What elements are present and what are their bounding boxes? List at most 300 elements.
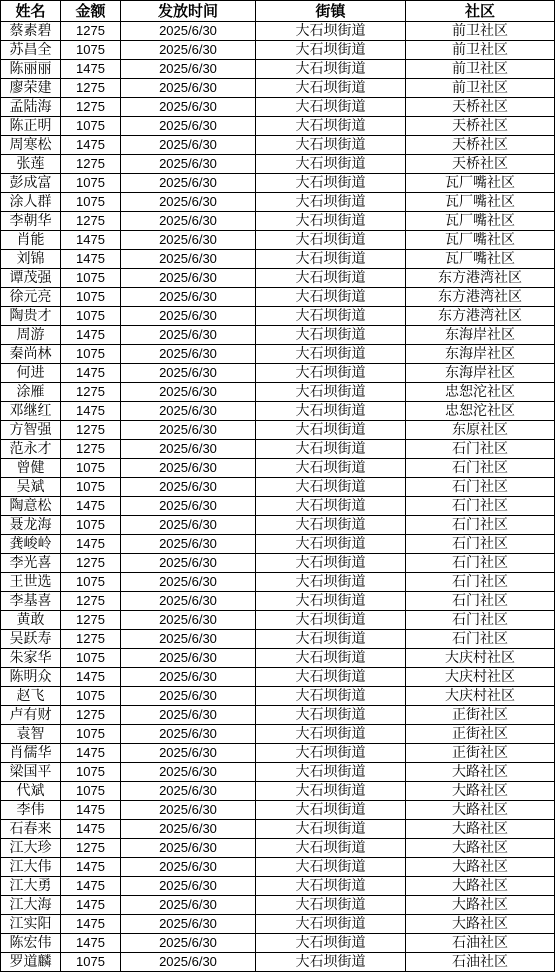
date-cell: 2025/6/30 <box>121 535 256 554</box>
name-cell: 罗道麟 <box>1 953 61 972</box>
name-cell: 江实阳 <box>1 915 61 934</box>
community-cell: 大路社区 <box>406 915 555 934</box>
amount-cell: 1075 <box>61 307 121 326</box>
street-cell: 大石坝街道 <box>256 877 406 896</box>
name-cell: 吴斌 <box>1 478 61 497</box>
street-cell: 大石坝街道 <box>256 630 406 649</box>
name-cell: 曾健 <box>1 459 61 478</box>
table-row <box>1 839 555 858</box>
date-cell: 2025/6/30 <box>121 668 256 687</box>
header-street: 街镇 <box>256 1 406 22</box>
name-cell: 李朝华 <box>1 212 61 231</box>
street-cell: 大石坝街道 <box>256 383 406 402</box>
date-cell: 2025/6/30 <box>121 212 256 231</box>
community-cell: 瓦厂嘴社区 <box>406 193 555 212</box>
community-cell: 大路社区 <box>406 858 555 877</box>
header-name: 姓名 <box>1 1 61 22</box>
community-cell: 瓦厂嘴社区 <box>406 250 555 269</box>
table-row <box>1 60 555 79</box>
amount-cell: 1475 <box>61 231 121 250</box>
street-cell: 大石坝街道 <box>256 934 406 953</box>
name-cell: 江大伟 <box>1 858 61 877</box>
community-cell: 东海岸社区 <box>406 326 555 345</box>
community-cell: 大路社区 <box>406 839 555 858</box>
date-cell: 2025/6/30 <box>121 896 256 915</box>
table-row <box>1 79 555 98</box>
street-cell: 大石坝街道 <box>256 136 406 155</box>
date-cell: 2025/6/30 <box>121 193 256 212</box>
date-cell: 2025/6/30 <box>121 136 256 155</box>
street-cell: 大石坝街道 <box>256 535 406 554</box>
name-cell: 陈正明 <box>1 117 61 136</box>
table-row <box>1 22 555 41</box>
amount-cell: 1275 <box>61 155 121 174</box>
table-row <box>1 554 555 573</box>
community-cell: 石门社区 <box>406 630 555 649</box>
date-cell: 2025/6/30 <box>121 459 256 478</box>
date-cell: 2025/6/30 <box>121 174 256 193</box>
amount-cell: 1475 <box>61 934 121 953</box>
amount-cell: 1275 <box>61 630 121 649</box>
amount-cell: 1275 <box>61 592 121 611</box>
community-cell: 石门社区 <box>406 592 555 611</box>
table-row <box>1 516 555 535</box>
name-cell: 江大珍 <box>1 839 61 858</box>
name-cell: 谭茂强 <box>1 269 61 288</box>
date-cell: 2025/6/30 <box>121 687 256 706</box>
amount-cell: 1075 <box>61 41 121 60</box>
amount-cell: 1275 <box>61 212 121 231</box>
date-cell: 2025/6/30 <box>121 763 256 782</box>
community-cell: 正街社区 <box>406 725 555 744</box>
table-row <box>1 383 555 402</box>
name-cell: 袁智 <box>1 725 61 744</box>
community-cell: 天桥社区 <box>406 155 555 174</box>
name-cell: 蔡素碧 <box>1 22 61 41</box>
community-cell: 忠恕沱社区 <box>406 383 555 402</box>
street-cell: 大石坝街道 <box>256 22 406 41</box>
amount-cell: 1075 <box>61 345 121 364</box>
table-row <box>1 592 555 611</box>
amount-cell: 1275 <box>61 839 121 858</box>
community-cell: 东方港湾社区 <box>406 307 555 326</box>
name-cell: 秦尚林 <box>1 345 61 364</box>
amount-cell: 1075 <box>61 687 121 706</box>
community-cell: 忠恕沱社区 <box>406 402 555 421</box>
community-cell: 正街社区 <box>406 744 555 763</box>
street-cell: 大石坝街道 <box>256 193 406 212</box>
table-row <box>1 744 555 763</box>
community-cell: 石门社区 <box>406 554 555 573</box>
table-row <box>1 478 555 497</box>
community-cell: 大庆村社区 <box>406 649 555 668</box>
amount-cell: 1475 <box>61 535 121 554</box>
street-cell: 大石坝街道 <box>256 649 406 668</box>
name-cell: 李基喜 <box>1 592 61 611</box>
street-cell: 大石坝街道 <box>256 326 406 345</box>
street-cell: 大石坝街道 <box>256 459 406 478</box>
street-cell: 大石坝街道 <box>256 250 406 269</box>
street-cell: 大石坝街道 <box>256 440 406 459</box>
community-cell: 前卫社区 <box>406 22 555 41</box>
name-cell: 江大海 <box>1 896 61 915</box>
amount-cell: 1475 <box>61 877 121 896</box>
name-cell: 黄敢 <box>1 611 61 630</box>
street-cell: 大石坝街道 <box>256 79 406 98</box>
street-cell: 大石坝街道 <box>256 117 406 136</box>
street-cell: 大石坝街道 <box>256 497 406 516</box>
street-cell: 大石坝街道 <box>256 98 406 117</box>
date-cell: 2025/6/30 <box>121 725 256 744</box>
date-cell: 2025/6/30 <box>121 839 256 858</box>
table-row <box>1 630 555 649</box>
name-cell: 李伟 <box>1 801 61 820</box>
community-cell: 石油社区 <box>406 934 555 953</box>
amount-cell: 1075 <box>61 725 121 744</box>
amount-cell: 1475 <box>61 668 121 687</box>
amount-cell: 1275 <box>61 611 121 630</box>
street-cell: 大石坝街道 <box>256 41 406 60</box>
community-cell: 大路社区 <box>406 782 555 801</box>
community-cell: 前卫社区 <box>406 79 555 98</box>
street-cell: 大石坝街道 <box>256 212 406 231</box>
date-cell: 2025/6/30 <box>121 269 256 288</box>
street-cell: 大石坝街道 <box>256 706 406 725</box>
name-cell: 廖荣建 <box>1 79 61 98</box>
community-cell: 前卫社区 <box>406 60 555 79</box>
table-row <box>1 782 555 801</box>
name-cell: 肖能 <box>1 231 61 250</box>
amount-cell: 1475 <box>61 820 121 839</box>
community-cell: 瓦厂嘴社区 <box>406 231 555 250</box>
amount-cell: 1075 <box>61 516 121 535</box>
table-row <box>1 212 555 231</box>
amount-cell: 1075 <box>61 649 121 668</box>
table-row <box>1 459 555 478</box>
table-row <box>1 706 555 725</box>
date-cell: 2025/6/30 <box>121 79 256 98</box>
table-row <box>1 953 555 972</box>
name-cell: 陈明众 <box>1 668 61 687</box>
street-cell: 大石坝街道 <box>256 763 406 782</box>
date-cell: 2025/6/30 <box>121 345 256 364</box>
date-cell: 2025/6/30 <box>121 231 256 250</box>
name-cell: 陶贵才 <box>1 307 61 326</box>
street-cell: 大石坝街道 <box>256 364 406 383</box>
table-row <box>1 250 555 269</box>
name-cell: 苏昌全 <box>1 41 61 60</box>
name-cell: 石春来 <box>1 820 61 839</box>
community-cell: 大庆村社区 <box>406 687 555 706</box>
name-cell: 聂龙海 <box>1 516 61 535</box>
amount-cell: 1475 <box>61 896 121 915</box>
table-row <box>1 41 555 60</box>
date-cell: 2025/6/30 <box>121 934 256 953</box>
amount-cell: 1475 <box>61 364 121 383</box>
amount-cell: 1075 <box>61 288 121 307</box>
community-cell: 大路社区 <box>406 877 555 896</box>
name-cell: 吴跃寿 <box>1 630 61 649</box>
table-row <box>1 421 555 440</box>
table-row <box>1 174 555 193</box>
community-cell: 瓦厂嘴社区 <box>406 174 555 193</box>
table-row <box>1 896 555 915</box>
table-row <box>1 801 555 820</box>
community-cell: 天桥社区 <box>406 98 555 117</box>
date-cell: 2025/6/30 <box>121 364 256 383</box>
amount-cell: 1475 <box>61 497 121 516</box>
amount-cell: 1275 <box>61 440 121 459</box>
date-cell: 2025/6/30 <box>121 858 256 877</box>
name-cell: 徐元亮 <box>1 288 61 307</box>
table-row <box>1 307 555 326</box>
name-cell: 周游 <box>1 326 61 345</box>
table-row <box>1 440 555 459</box>
community-cell: 石门社区 <box>406 535 555 554</box>
table-body <box>1 22 555 972</box>
date-cell: 2025/6/30 <box>121 649 256 668</box>
street-cell: 大石坝街道 <box>256 801 406 820</box>
table-row <box>1 155 555 174</box>
header-row <box>1 1 555 22</box>
amount-cell: 1075 <box>61 117 121 136</box>
community-cell: 东原社区 <box>406 421 555 440</box>
name-cell: 李光喜 <box>1 554 61 573</box>
community-cell: 东方港湾社区 <box>406 288 555 307</box>
amount-cell: 1075 <box>61 459 121 478</box>
street-cell: 大石坝街道 <box>256 269 406 288</box>
name-cell: 涂人群 <box>1 193 61 212</box>
community-cell: 东海岸社区 <box>406 364 555 383</box>
street-cell: 大石坝街道 <box>256 288 406 307</box>
community-cell: 石门社区 <box>406 516 555 535</box>
amount-cell: 1275 <box>61 706 121 725</box>
amount-cell: 1475 <box>61 326 121 345</box>
community-cell: 石门社区 <box>406 573 555 592</box>
street-cell: 大石坝街道 <box>256 554 406 573</box>
date-cell: 2025/6/30 <box>121 383 256 402</box>
community-cell: 石门社区 <box>406 497 555 516</box>
name-cell: 范永才 <box>1 440 61 459</box>
name-cell: 彭成富 <box>1 174 61 193</box>
name-cell: 陈宏伟 <box>1 934 61 953</box>
street-cell: 大石坝街道 <box>256 174 406 193</box>
table-row <box>1 269 555 288</box>
amount-cell: 1075 <box>61 174 121 193</box>
name-cell: 肖儒华 <box>1 744 61 763</box>
date-cell: 2025/6/30 <box>121 953 256 972</box>
date-cell: 2025/6/30 <box>121 22 256 41</box>
street-cell: 大石坝街道 <box>256 839 406 858</box>
name-cell: 孟陆海 <box>1 98 61 117</box>
street-cell: 大石坝街道 <box>256 915 406 934</box>
community-cell: 大庆村社区 <box>406 668 555 687</box>
community-cell: 大路社区 <box>406 820 555 839</box>
date-cell: 2025/6/30 <box>121 421 256 440</box>
table-row <box>1 820 555 839</box>
community-cell: 大路社区 <box>406 763 555 782</box>
amount-cell: 1075 <box>61 782 121 801</box>
table-row <box>1 364 555 383</box>
table-row <box>1 725 555 744</box>
community-cell: 天桥社区 <box>406 136 555 155</box>
table-row <box>1 687 555 706</box>
street-cell: 大石坝街道 <box>256 516 406 535</box>
date-cell: 2025/6/30 <box>121 326 256 345</box>
street-cell: 大石坝街道 <box>256 345 406 364</box>
amount-cell: 1275 <box>61 383 121 402</box>
name-cell: 何进 <box>1 364 61 383</box>
date-cell: 2025/6/30 <box>121 554 256 573</box>
date-cell: 2025/6/30 <box>121 288 256 307</box>
table-row <box>1 535 555 554</box>
name-cell: 江大勇 <box>1 877 61 896</box>
table-row <box>1 858 555 877</box>
date-cell: 2025/6/30 <box>121 41 256 60</box>
street-cell: 大石坝街道 <box>256 231 406 250</box>
amount-cell: 1475 <box>61 250 121 269</box>
street-cell: 大石坝街道 <box>256 592 406 611</box>
table-row <box>1 649 555 668</box>
table-row <box>1 763 555 782</box>
amount-cell: 1475 <box>61 801 121 820</box>
street-cell: 大石坝街道 <box>256 307 406 326</box>
amount-cell: 1475 <box>61 858 121 877</box>
header-amount: 金额 <box>61 1 121 22</box>
community-cell: 石门社区 <box>406 459 555 478</box>
table-row <box>1 288 555 307</box>
date-cell: 2025/6/30 <box>121 60 256 79</box>
street-cell: 大石坝街道 <box>256 478 406 497</box>
table-row <box>1 934 555 953</box>
community-cell: 瓦厂嘴社区 <box>406 212 555 231</box>
street-cell: 大石坝街道 <box>256 782 406 801</box>
table-row <box>1 345 555 364</box>
name-cell: 方智强 <box>1 421 61 440</box>
table-row <box>1 877 555 896</box>
date-cell: 2025/6/30 <box>121 155 256 174</box>
community-cell: 石门社区 <box>406 478 555 497</box>
community-cell: 东方港湾社区 <box>406 269 555 288</box>
date-cell: 2025/6/30 <box>121 782 256 801</box>
table-row <box>1 98 555 117</box>
date-cell: 2025/6/30 <box>121 117 256 136</box>
amount-cell: 1475 <box>61 402 121 421</box>
table-row <box>1 326 555 345</box>
name-cell: 朱家华 <box>1 649 61 668</box>
table-row <box>1 117 555 136</box>
header-community: 社区 <box>406 1 555 22</box>
community-cell: 大路社区 <box>406 896 555 915</box>
community-cell: 石门社区 <box>406 611 555 630</box>
date-cell: 2025/6/30 <box>121 478 256 497</box>
street-cell: 大石坝街道 <box>256 611 406 630</box>
date-cell: 2025/6/30 <box>121 744 256 763</box>
table-row <box>1 668 555 687</box>
date-cell: 2025/6/30 <box>121 877 256 896</box>
street-cell: 大石坝街道 <box>256 60 406 79</box>
date-cell: 2025/6/30 <box>121 801 256 820</box>
street-cell: 大石坝街道 <box>256 858 406 877</box>
name-cell: 邓继红 <box>1 402 61 421</box>
amount-cell: 1475 <box>61 744 121 763</box>
street-cell: 大石坝街道 <box>256 421 406 440</box>
date-cell: 2025/6/30 <box>121 630 256 649</box>
date-cell: 2025/6/30 <box>121 307 256 326</box>
date-cell: 2025/6/30 <box>121 706 256 725</box>
street-cell: 大石坝街道 <box>256 725 406 744</box>
table-row <box>1 193 555 212</box>
amount-cell: 1475 <box>61 60 121 79</box>
street-cell: 大石坝街道 <box>256 155 406 174</box>
amount-cell: 1475 <box>61 136 121 155</box>
community-cell: 前卫社区 <box>406 41 555 60</box>
amount-cell: 1075 <box>61 269 121 288</box>
name-cell: 王世选 <box>1 573 61 592</box>
table-row <box>1 611 555 630</box>
date-cell: 2025/6/30 <box>121 250 256 269</box>
date-cell: 2025/6/30 <box>121 611 256 630</box>
amount-cell: 1275 <box>61 554 121 573</box>
street-cell: 大石坝街道 <box>256 744 406 763</box>
amount-cell: 1075 <box>61 953 121 972</box>
amount-cell: 1075 <box>61 573 121 592</box>
name-cell: 陶意松 <box>1 497 61 516</box>
name-cell: 涂雁 <box>1 383 61 402</box>
name-cell: 梁国平 <box>1 763 61 782</box>
street-cell: 大石坝街道 <box>256 896 406 915</box>
table-row <box>1 402 555 421</box>
date-cell: 2025/6/30 <box>121 820 256 839</box>
amount-cell: 1275 <box>61 98 121 117</box>
street-cell: 大石坝街道 <box>256 953 406 972</box>
amount-cell: 1275 <box>61 79 121 98</box>
community-cell: 石门社区 <box>406 440 555 459</box>
amount-cell: 1075 <box>61 478 121 497</box>
community-cell: 东海岸社区 <box>406 345 555 364</box>
table-row <box>1 231 555 250</box>
name-cell: 龚峻岭 <box>1 535 61 554</box>
street-cell: 大石坝街道 <box>256 573 406 592</box>
table-row <box>1 136 555 155</box>
date-cell: 2025/6/30 <box>121 592 256 611</box>
street-cell: 大石坝街道 <box>256 820 406 839</box>
street-cell: 大石坝街道 <box>256 668 406 687</box>
name-cell: 刘锦 <box>1 250 61 269</box>
date-cell: 2025/6/30 <box>121 573 256 592</box>
community-cell: 大路社区 <box>406 801 555 820</box>
name-cell: 周寒松 <box>1 136 61 155</box>
date-cell: 2025/6/30 <box>121 516 256 535</box>
amount-cell: 1075 <box>61 193 121 212</box>
table-row <box>1 915 555 934</box>
community-cell: 正街社区 <box>406 706 555 725</box>
name-cell: 陈丽丽 <box>1 60 61 79</box>
date-cell: 2025/6/30 <box>121 98 256 117</box>
amount-cell: 1275 <box>61 421 121 440</box>
amount-cell: 1475 <box>61 915 121 934</box>
street-cell: 大石坝街道 <box>256 687 406 706</box>
name-cell: 赵飞 <box>1 687 61 706</box>
amount-cell: 1075 <box>61 763 121 782</box>
date-cell: 2025/6/30 <box>121 440 256 459</box>
community-cell: 天桥社区 <box>406 117 555 136</box>
table-row <box>1 573 555 592</box>
name-cell: 张莲 <box>1 155 61 174</box>
community-cell: 石油社区 <box>406 953 555 972</box>
street-cell: 大石坝街道 <box>256 402 406 421</box>
table-row <box>1 497 555 516</box>
